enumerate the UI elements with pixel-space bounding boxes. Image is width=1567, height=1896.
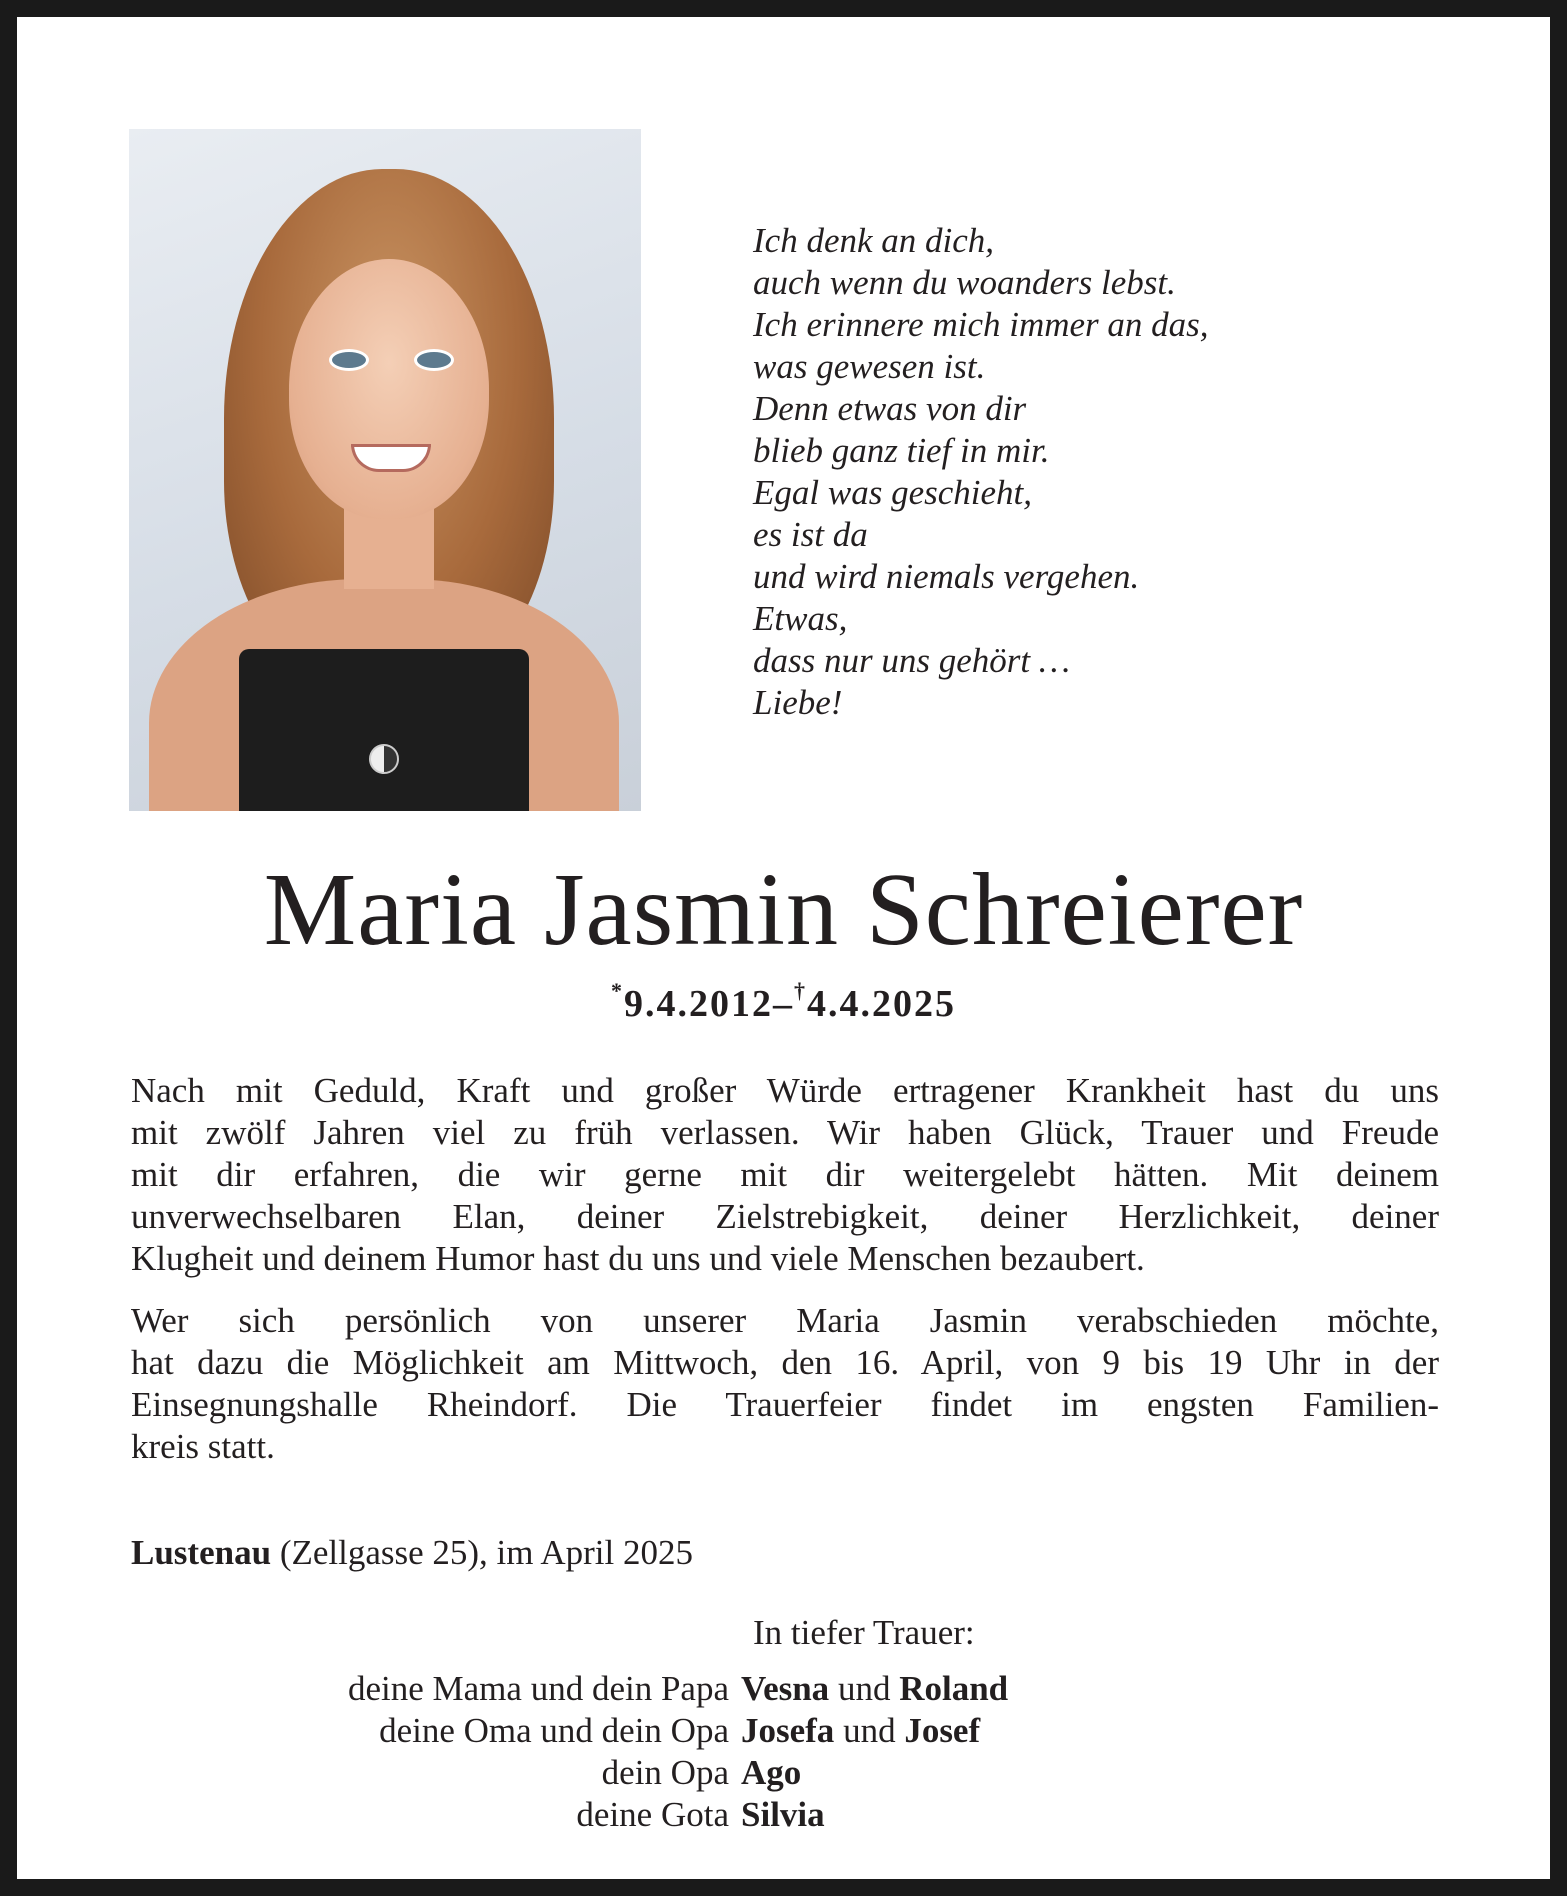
mourning-label: In tiefer Trauer:	[753, 1613, 975, 1652]
relation: dein Opa	[601, 1753, 729, 1792]
poem	[753, 220, 1209, 724]
poem-line: Etwas,	[753, 599, 848, 638]
poem-line: und wird niemals vergehen.	[753, 557, 1140, 596]
mourner-name: Josef	[904, 1711, 981, 1750]
relation: deine Oma und dein Opa	[379, 1711, 729, 1750]
mourners-list	[17, 1668, 1550, 1836]
birth-star-icon: *	[611, 978, 624, 1003]
photo-eye	[329, 349, 369, 371]
mourner-row	[17, 1794, 1550, 1836]
text-line: hat dazu die Möglichkeit am Mittwoch, den 16. April, von 9 bis 19 Uhr in der	[131, 1343, 1439, 1382]
mourner-name: Vesna	[741, 1669, 830, 1708]
portrait-photo	[129, 129, 641, 811]
poem-line: Ich denk an dich,	[753, 221, 995, 260]
obituary-page	[17, 17, 1550, 1879]
text-line: Einsegnungshalle Rheindorf. Die Trauerfeier findet im engsten Familien-	[131, 1385, 1439, 1424]
death-date: 4.4.2025	[807, 983, 956, 1025]
photo-dress	[239, 649, 529, 811]
poem-line: blieb ganz tief in mir.	[753, 431, 1050, 470]
poem-line: dass nur uns gehört …	[753, 641, 1070, 680]
mourner-row	[17, 1710, 1550, 1752]
poem-line: Egal was geschieht,	[753, 473, 1032, 512]
photo-eye	[414, 349, 454, 371]
joiner: und	[834, 1711, 905, 1750]
mourner-name: Roland	[899, 1669, 1009, 1708]
poem-line: Ich erinnere mich immer an das,	[753, 305, 1209, 344]
yin-yang-pendant-icon	[369, 744, 399, 774]
mourner-row	[17, 1668, 1550, 1710]
poem-line: Denn etwas von dir	[753, 389, 1027, 428]
text-line: Klugheit und deinem Humor hast du uns und viele Menschen bezaubert.	[131, 1239, 1145, 1278]
text-line: Wer sich persönlich von unserer Maria Jasmin verabschieden möchte,	[131, 1301, 1439, 1340]
poem-line: es ist da	[753, 515, 868, 554]
address-date: (Zellgasse 25), im April 2025	[271, 1533, 693, 1572]
poem-line: was gewesen ist.	[753, 347, 986, 386]
relation: deine Gota	[576, 1795, 729, 1834]
paragraph-farewell	[131, 1300, 1439, 1468]
date-separator: –	[773, 983, 794, 1025]
place-and-date	[131, 1532, 693, 1574]
text-line: mit zwölf Jahren viel zu früh verlassen. Wir haben Glück, Trauer und Freude	[131, 1113, 1439, 1152]
relation: deine Mama und dein Papa	[347, 1669, 729, 1708]
mourner-name: Ago	[741, 1753, 802, 1792]
text-line: mit dir erfahren, die wir gerne mit dir weitergelebt hätten. Mit deinem	[131, 1155, 1439, 1194]
text-line: Nach mit Geduld, Kraft und großer Würde ertragener Krankheit hast du uns	[131, 1071, 1439, 1110]
birth-date: 9.4.2012	[624, 983, 773, 1025]
joiner: und	[829, 1669, 900, 1708]
photo-face	[289, 259, 489, 519]
death-cross-icon: †	[794, 978, 807, 1003]
life-dates	[17, 978, 1550, 1026]
poem-line: Liebe!	[753, 683, 843, 722]
paragraph-tribute	[131, 1070, 1439, 1280]
town: Lustenau	[131, 1533, 272, 1572]
deceased-name: Maria Jasmin Schreierer	[263, 852, 1304, 967]
mourner-row	[17, 1752, 1550, 1794]
mourner-name: Josefa	[741, 1711, 835, 1750]
text-line: unverwechselbaren Elan, deiner Zielstrebigkeit, deiner Herzlichkeit, deiner	[131, 1197, 1439, 1236]
poem-line: auch wenn du woanders lebst.	[753, 263, 1176, 302]
mourner-name: Silvia	[741, 1795, 825, 1834]
text-line: kreis statt.	[131, 1427, 275, 1466]
